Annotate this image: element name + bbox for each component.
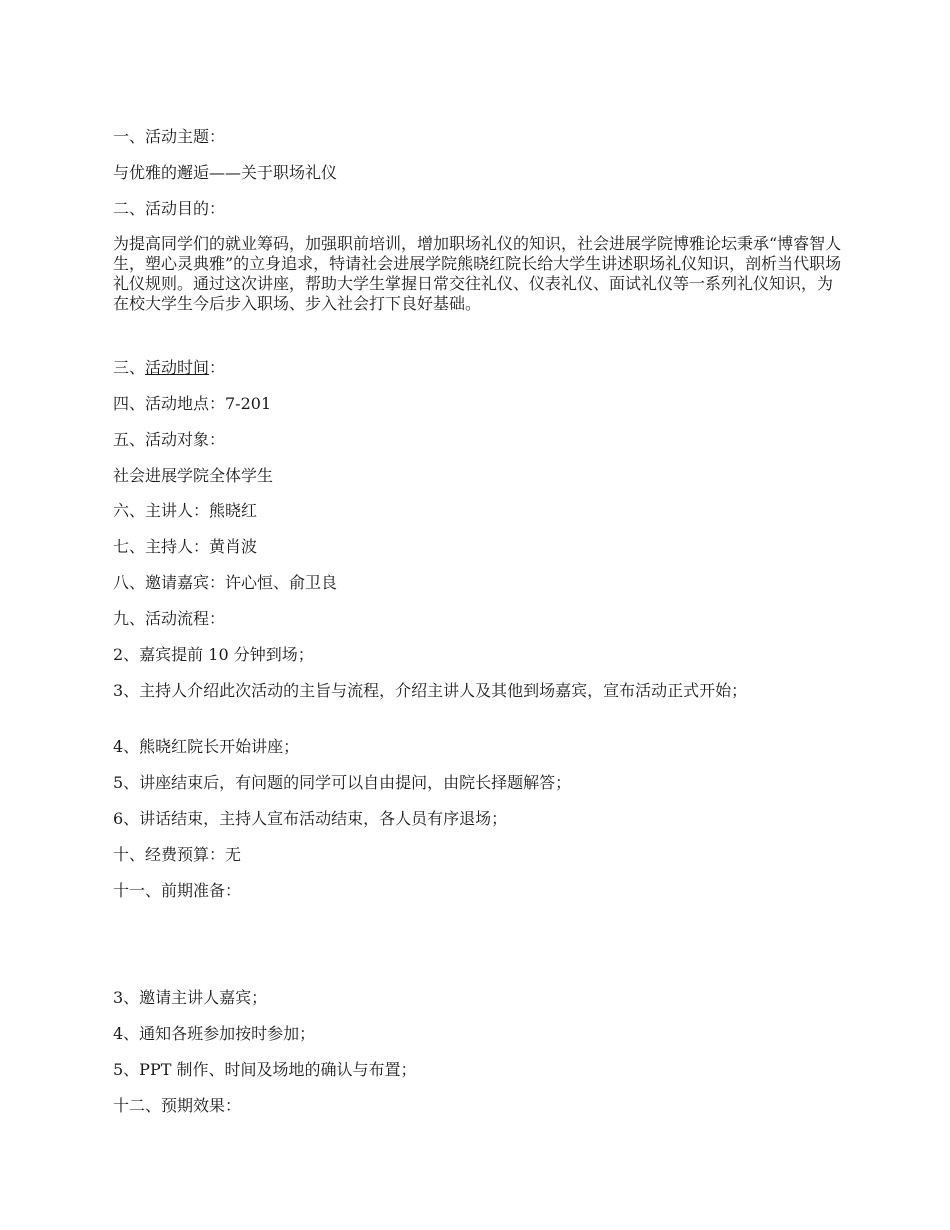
time-heading-suffix: ：: [209, 358, 226, 377]
section-heading-budget: 十、经费预算：无: [113, 845, 242, 864]
section-heading-expected-effect: 十二、预期效果：: [113, 1096, 242, 1115]
flow-item: 3、主持人介绍此次活动的主旨与流程，介绍主讲人及其他到场嘉宾，宣布活动正式开始；: [113, 681, 748, 700]
section-heading-audience: 五、活动对象：: [113, 430, 226, 449]
time-heading-prefix: 三、: [113, 358, 146, 377]
section-heading-speaker: 六、主讲人：熊晓红: [113, 501, 258, 520]
section-heading-theme: 一、活动主题：: [113, 127, 226, 146]
purpose-text: 为提高同学们的就业筹码，加强职前培训，增加职场礼仪的知识，社会进展学院博雅论坛秉承“博睿智人生，塑心灵典雅”的立身追求，特请社会进展学院熊晓红院长给大学生讲述职场礼仪知识，剖析当代职场礼仪规则。通过这次讲座，帮助大学生掌握日常交往礼仪、仪表礼仪、面试礼仪等一系列礼仪知识，为在校大学生今后步入职场、步入社会打下良好基础。: [113, 234, 842, 313]
section-heading-preparation: 十一、前期准备：: [113, 881, 242, 900]
section-heading-purpose: 二、活动目的：: [113, 199, 226, 218]
flow-item: 6、讲话结束，主持人宣布活动结束，各人员有序退场；: [113, 809, 508, 828]
section-heading-host: 七、主持人：黄肖波: [113, 537, 258, 556]
theme-text: 与优雅的邂逅——关于职场礼仪: [113, 163, 338, 182]
prep-item: 3、邀请主讲人嘉宾；: [113, 988, 268, 1007]
flow-item: 5、讲座结束后，有问题的同学可以自由提问，由院长择题解答；: [113, 773, 572, 792]
section-heading-time: [113, 358, 843, 378]
section-heading-guests: 八、邀请嘉宾：许心恒、俞卫良: [113, 573, 338, 592]
prep-item: 5、PPT 制作、时间及场地的确认与布置；: [113, 1060, 417, 1079]
flow-item: 2、嘉宾提前 10 分钟到场；: [113, 645, 314, 664]
section-heading-location: 四、活动地点：7-201: [113, 394, 272, 413]
flow-item: 4、熊晓红院长开始讲座；: [113, 737, 300, 756]
prep-item: 4、通知各班参加按时参加；: [113, 1024, 316, 1043]
audience-text: 社会进展学院全体学生: [113, 466, 274, 485]
section-heading-flow: 九、活动流程：: [113, 609, 226, 628]
time-heading-label: 活动时间: [145, 358, 210, 377]
